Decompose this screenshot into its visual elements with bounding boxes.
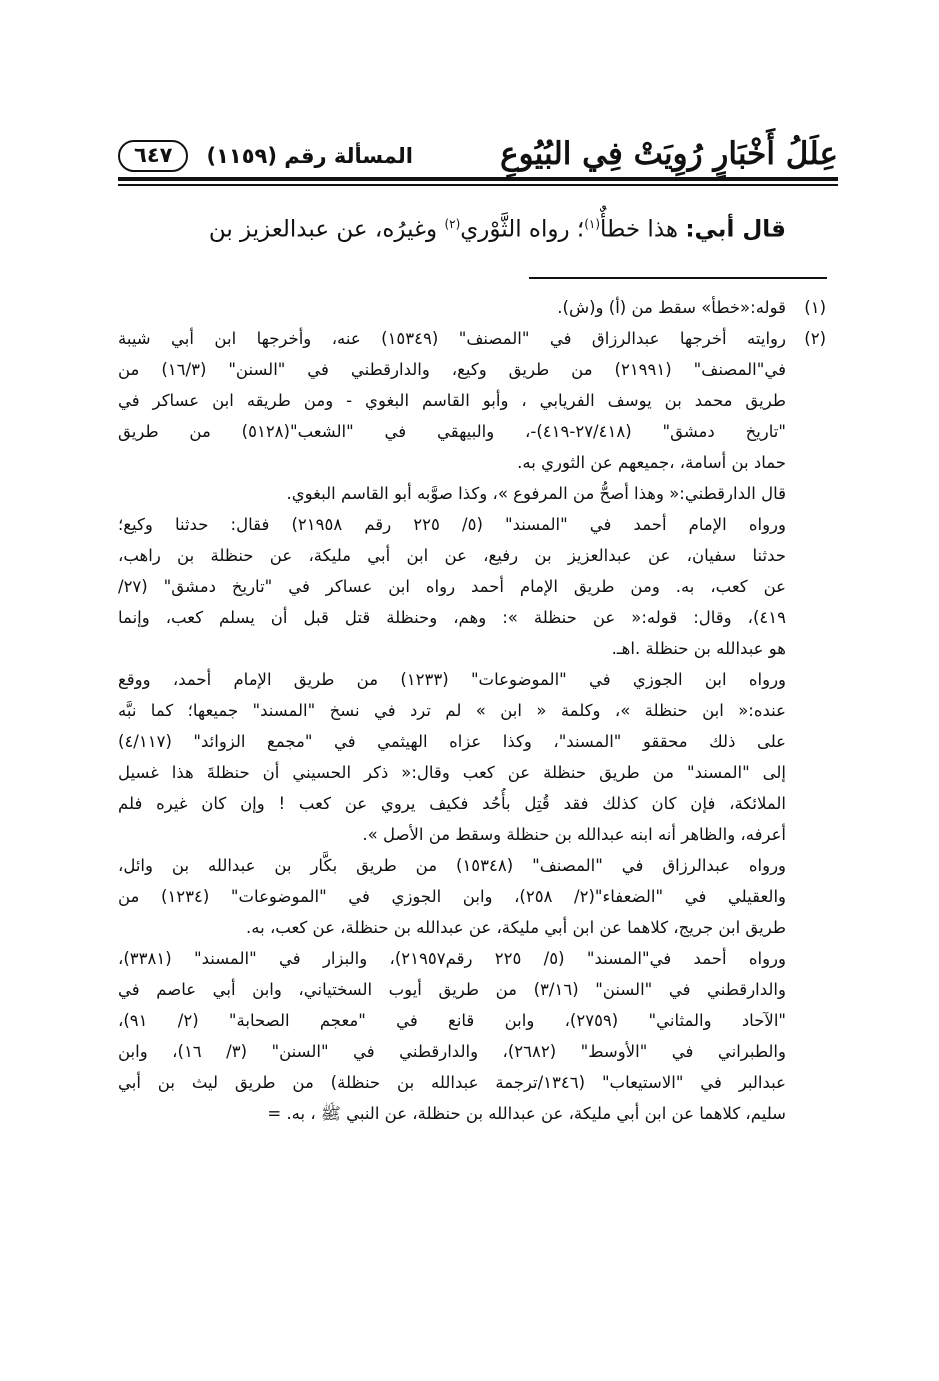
footnote-2 <box>118 323 826 1129</box>
footnote-line: في"المصنف" (٢١٩٩١) من طريق وكيع، والدارقطني في "السنن" (١٦/٣) من <box>118 360 786 379</box>
footnotes <box>118 292 826 1129</box>
page-number: ٦٤٧ <box>118 140 188 172</box>
footnote-line: الملائكة، فإن كان كذلك فقد قُتِل بأُحُد فكيف يروي عن كعب ! وإن كان غيره فلم <box>118 794 786 813</box>
footnote-line: حماد بن أسامة، ،جميعهم عن الثوري به. <box>517 453 786 472</box>
footnote-line: على ذلك محققو "المسند"، وكذا عزاه الهيثمي في "مجمع الزوائد" (٤/١١٧) <box>118 732 786 751</box>
footnote-line: "الآحاد والمثاني" (٢٧٥٩)، وابن قانع في "معجم الصحابة" (٢/ ٩١)، <box>118 1011 786 1030</box>
footnote-line: قوله:«خطأ» سقط من (أ) و(ش). <box>557 298 786 317</box>
footnote-line: إلى "المسند" من طريق حنظلة عن كعب وقال:« ذكر الحسيني أن حنظلةَ هذا غسيل <box>118 763 786 782</box>
footnote-line: والعقيلي في "الضعفاء"(٢/ ٢٥٨)، وابن الجوزي في "الموضوعات" (١٢٣٤) من <box>118 887 786 906</box>
footnote-line: عبدالبر في "الاستيعاب" (١٣٤٦/ترجمة عبدالله بن حنظلة) من طريق ليث بن أبي <box>118 1073 786 1092</box>
footnote-line: أعرفه، والظاهر أنه ابنه عبدالله بن حنظلة وسقط من الأصل ». <box>362 825 786 844</box>
footnote-line: ٤١٩)، وقال: قوله:« عن حنظلة »: وهم، وحنظلة قتل قبل أن يسلم كعب، وإنما <box>118 608 786 627</box>
main-text-part-3: وغيرُه، عن عبدالعزيز بن <box>208 216 445 243</box>
header-meta <box>118 140 413 172</box>
footnote-line: سليم، كلاهما عن ابن أبي مليكة، عن عبدالله بن حنظلة، عن النبي ﷺ ، به. = <box>267 1104 786 1123</box>
footnote-number: (١) <box>804 298 826 317</box>
footnote-body <box>118 323 786 1129</box>
footnote-ref-2: (٢) <box>444 217 461 231</box>
footnote-line: طريق محمد بن يوسف الفريابي ، وأبو القاسم البغوي - ومن طريقه ابن عساكر في <box>118 391 786 410</box>
footnote-ref-1: (١) <box>584 217 601 231</box>
issue-label: المسألة رقم (١١٥٩) <box>206 144 413 168</box>
main-text-part-2: ؛ رواه الثَّوْري <box>460 216 585 243</box>
header-rule-thin <box>118 184 838 186</box>
footnote-line: حدثنا سفيان، عن عبدالعزيز بن رفيع، عن ابن أبي مليكة، عن حنظلة بن راهب، <box>118 546 786 565</box>
header-rule-thick <box>118 177 838 181</box>
footnote-separator <box>529 277 827 279</box>
footnote-line: والدارقطني في "السنن" (٣/١٦) من طريق أيوب السختياني، وابن أبي عاصم في <box>118 980 786 999</box>
footnote-1 <box>118 292 826 323</box>
footnote-line: والطبراني في "الأوسط" (٢٦٨٢)، والدارقطني في "السنن" (٣/ ١٦)، وابن <box>118 1042 786 1061</box>
footnote-line: ورواه أحمد في"المسند" (٥/ ٢٢٥ رقم٢١٩٥٧)، والبزار في "المسند" (٣٣٨١)، <box>118 949 786 968</box>
main-lead: قال أبي: <box>685 216 786 243</box>
footnote-line: ورواه عبدالرزاق في "المصنف" (١٥٣٤٨) من طريق بكَّار بن عبدالله بن وائل، <box>118 856 786 875</box>
footnote-line: قال الدارقطني:« وهذا أصحُّ من المرفوع »، وكذا صوَّبه أبو القاسم البغوي. <box>286 484 786 503</box>
footnote-line: هو عبدالله بن حنظلة .اهـ. <box>611 639 786 658</box>
footnote-line: ورواه الإمام أحمد في "المسند" (٥/ ٢٢٥ رقم ٢١٩٥٨) فقال: حدثنا وكيع؛ <box>118 515 786 534</box>
footnote-line: عن كعب، به. ومن طريق الإمام أحمد رواه ابن عساكر في "تاريخ دمشق" (٢٧/ <box>118 577 786 596</box>
main-text-part-1: هذا خطأٌ <box>600 216 686 243</box>
footnote-line: "تاريخ دمشق" (٢٧/٤١٨-٤١٩)-، والبيهقي في "الشعب"(٥١٢٨) من طريق <box>118 422 786 441</box>
main-text <box>118 204 786 250</box>
footnote-line: ورواه ابن الجوزي في "الموضوعات" (١٢٣٣) من طريق الإمام أحمد، ووقع <box>118 670 786 689</box>
footnote-line: روايته أخرجها عبدالرزاق في "المصنف" (١٥٣٤٩) عنه، وأخرجها ابن أبي شيبة <box>118 329 786 348</box>
footnote-number: (٢) <box>804 329 826 348</box>
running-title: عِلَلُ أَخْبَارٍ رُوِيَتْ فِي البُيُوعِ <box>500 136 838 172</box>
page-header <box>118 112 838 174</box>
footnote-line: طريق ابن جريج، كلاهما عن ابن أبي مليكة، عن عبدالله بن حنظلة، عن كعب، به. <box>246 918 786 937</box>
footnote-body <box>118 292 786 323</box>
footnote-line: عنده:« ابن حنظلة »، وكلمة « ابن » لم ترد في نسخ "المسند" جميعها؛ كما نبَّه <box>118 701 786 720</box>
